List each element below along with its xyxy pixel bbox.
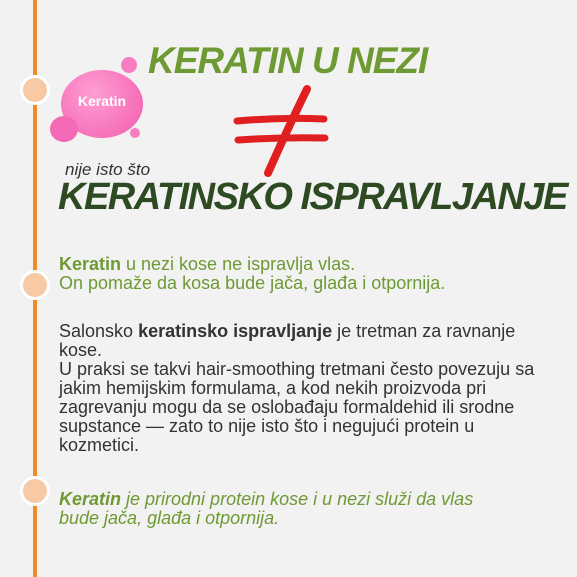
paragraph-text: Salonsko — [59, 321, 139, 341]
keyword: Keratin — [59, 489, 122, 509]
badge-label: Keratin — [77, 93, 127, 109]
timeline-dot-3 — [20, 476, 50, 506]
title-keratin-u-nezi: KERATIN U NEZI — [148, 40, 428, 81]
keyword: Keratin — [59, 254, 122, 274]
timeline-dot-1 — [20, 75, 50, 105]
not-equal-icon — [232, 85, 332, 180]
paragraph-text: On pomaže da kosa bude jača, glađa i otpornija. — [59, 273, 446, 293]
badge-bubble-small — [121, 57, 137, 73]
paragraph-2 — [59, 322, 539, 455]
paragraph-text: je prirodni protein kose i u nezi služi da vlas bude jača, glađa i otpornija. — [59, 489, 474, 528]
title-keratinsko-ispravljanje: KERATINSKO ISPRAVLJANJE — [58, 176, 567, 218]
badge-bubble-small — [130, 128, 140, 138]
paragraph-text: U praksi se takvi hair-smoothing tretmani često povezuju sa jakim hemijskim formulama, a kod nekih proizvoda pri zagrevanju mogu da se oslobađaju formaldehid ili srodne supstance — zato to nije isto što i negujući protein u kozmetici. — [59, 359, 535, 455]
timeline-dot-2 — [20, 270, 50, 300]
keyword: keratinsko ispravljanje — [138, 321, 333, 341]
paragraph-text: u nezi kose ne ispravlja vlas. — [121, 254, 356, 274]
paragraph-text: je tretman za ravnanje kose. — [59, 321, 516, 360]
paragraph-3 — [59, 490, 499, 528]
subtitle: nije isto što — [65, 160, 151, 179]
badge-bubble-small — [50, 116, 78, 142]
paragraph-1 — [59, 255, 559, 293]
